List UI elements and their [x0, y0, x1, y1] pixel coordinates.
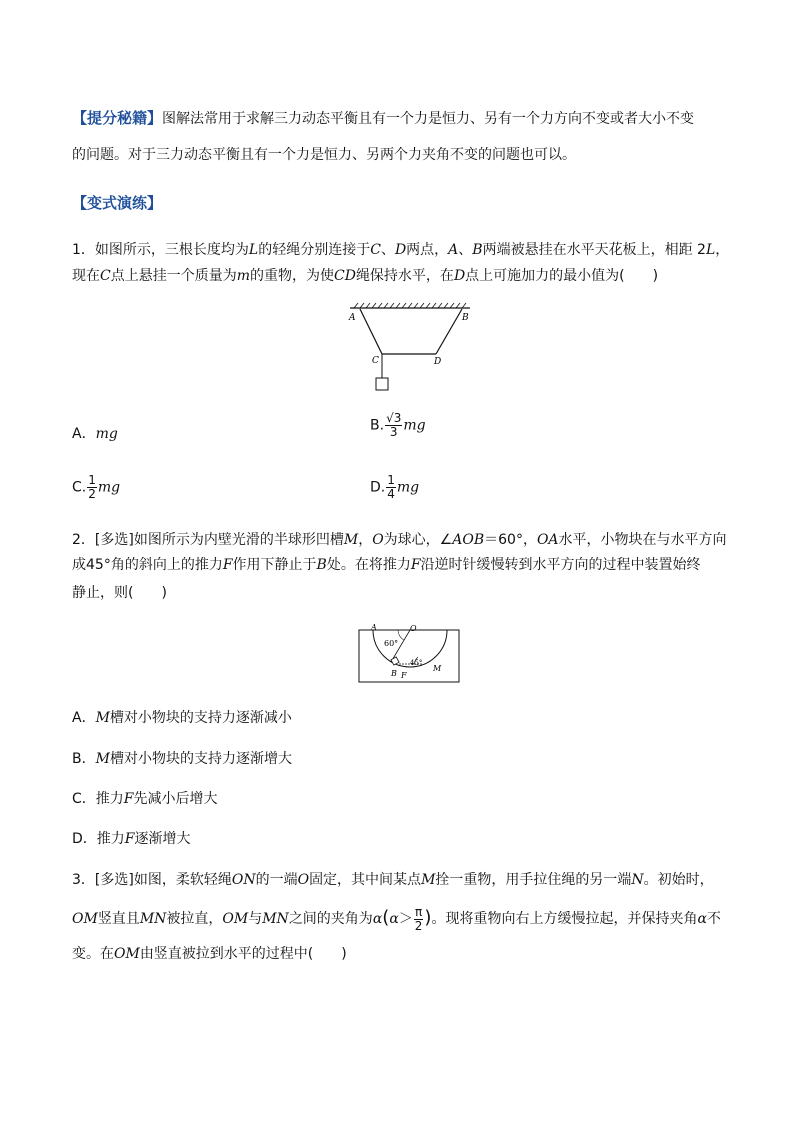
label-45: 45°: [410, 659, 423, 667]
option-expr: mg: [95, 426, 118, 442]
q1-var: D: [453, 268, 466, 284]
option-label: C.: [72, 479, 87, 496]
fraction-denominator: 3: [389, 425, 398, 439]
q3-text: 固定，其中间某点: [309, 872, 422, 888]
fraction-numerator: π: [414, 904, 423, 919]
ceiling-hatching: [354, 303, 466, 308]
label-b: B: [391, 669, 397, 678]
q3-text: 竖直且: [97, 911, 140, 927]
q1-var: B: [472, 242, 483, 258]
q2-text: ＝60°，: [484, 532, 537, 548]
label-b: B: [462, 313, 469, 323]
fraction: [414, 906, 424, 933]
q1-line-1: [72, 240, 729, 260]
q1-var: L: [248, 242, 259, 258]
q3-var: α: [389, 911, 399, 927]
option-expr: mg: [97, 479, 121, 496]
q1-var: CD: [334, 268, 356, 284]
q2-text: 水平，小物块在与水平方向: [558, 532, 727, 548]
rope-db: [436, 309, 462, 354]
q1-text: 、: [380, 242, 395, 258]
q3-var: ON: [231, 872, 256, 888]
q2-var: M: [343, 532, 359, 548]
q2-line-1: [72, 530, 727, 550]
q3-text: 的一端: [255, 872, 298, 888]
weight-block: [376, 378, 388, 390]
q3-text: ): [424, 907, 432, 928]
q1-text: 的重物，为使: [250, 268, 334, 284]
q3-text: 与: [248, 911, 263, 927]
q3-text: 由竖直被拉到水平的过程中( ): [139, 946, 347, 962]
q1-option-c[interactable]: [72, 474, 120, 501]
q3-line-2: [72, 903, 721, 934]
q1-text: 点上悬挂一个质量为: [110, 268, 237, 284]
q1-figure: [340, 302, 480, 394]
option-text: 逐渐增大: [134, 831, 191, 847]
q3-text: 不: [706, 911, 721, 927]
tip-heading: 【提分秘籍】: [72, 109, 163, 127]
option-label: B.: [370, 417, 385, 434]
q3-var: OM: [72, 911, 98, 927]
option-var: F: [123, 791, 134, 807]
fraction-numerator: 1: [88, 473, 96, 487]
q3-var: MN: [139, 911, 167, 927]
q1-option-b[interactable]: [370, 412, 426, 439]
q3-var: OM: [114, 946, 140, 962]
fraction-numerator: 1: [387, 473, 395, 487]
q2-var: O: [372, 532, 384, 548]
q1-text: 绳保持水平，在: [355, 268, 454, 284]
label-d: D: [434, 357, 442, 367]
fraction-denominator: 2: [88, 487, 96, 501]
tip-text-1: 图解法常用于求解三力动态平衡且有一个力是恒力、另有一个力方向不变或者大小不变: [162, 111, 695, 127]
option-label: B．: [72, 751, 96, 767]
label-a: A: [349, 313, 356, 323]
label-o: O: [410, 624, 417, 633]
option-text: 先减小后增大: [133, 791, 218, 807]
q1-text: 两点，: [406, 242, 449, 258]
option-expr: mg: [403, 417, 426, 434]
q1-option-d[interactable]: [370, 474, 419, 501]
q1-line-2: [72, 266, 658, 286]
q1-text: 点上可施加力的最小值为( ): [465, 268, 659, 284]
q2-figure: [358, 624, 462, 686]
tip-line-2: [72, 145, 576, 165]
q3-text: 之间的夹角为: [288, 911, 373, 927]
fraction-numerator: √3: [386, 411, 402, 425]
q2-line-3: [72, 583, 167, 603]
q2-text: 处。在将推力: [326, 557, 411, 573]
q3-text: ＞: [398, 911, 413, 927]
q1-var: C: [370, 242, 381, 258]
q2-var: AOB: [452, 532, 485, 548]
fraction: [386, 474, 396, 501]
q1-var: C: [100, 268, 111, 284]
q3-var: OM: [222, 911, 249, 927]
q3-text: (: [382, 907, 390, 928]
fraction-denominator: 4: [387, 487, 395, 501]
option-var: M: [95, 710, 110, 726]
q2-var: F: [222, 557, 233, 573]
q2-option-c[interactable]: [72, 789, 218, 809]
label-f: F: [401, 671, 407, 680]
q2-var: OA: [536, 532, 559, 548]
option-text: 槽对小物块的支持力逐渐增大: [109, 751, 292, 767]
q2-text: 成45°角的斜向上的推力: [72, 557, 223, 573]
q1-text: 现在: [72, 268, 100, 284]
q2-option-b[interactable]: [72, 749, 292, 769]
label-c: C: [372, 356, 379, 366]
q3-text: 拴一重物，用手拉住绳的另一端: [435, 872, 632, 888]
option-label: A．: [72, 426, 96, 442]
q2-text: 沿逆时针缓慢转到水平方向的过程中装置始终: [420, 557, 701, 573]
fraction: [385, 412, 402, 439]
q2-var: B: [316, 557, 327, 573]
q2-text: 作用下静止于: [232, 557, 317, 573]
q3-text: 被拉直，: [166, 911, 223, 927]
q1-text: 、: [458, 242, 473, 258]
q2-var: F: [410, 557, 421, 573]
q2-line-2: [72, 555, 701, 575]
option-text: 槽对小物块的支持力逐渐减小: [109, 710, 292, 726]
q3-var: α: [372, 911, 383, 927]
q3-line-1: [72, 870, 714, 890]
q3-var: M: [421, 872, 436, 888]
q3-text: 变。在: [72, 946, 114, 962]
q1-text: 两端被悬挂在水平天花板上，相距 2: [482, 242, 706, 258]
option-expr: mg: [396, 479, 420, 496]
q3-line-3: [72, 944, 347, 964]
option-label: D.: [370, 479, 386, 496]
fraction-denominator: 2: [414, 918, 423, 933]
q2-text: 2．[多选]如图所示为内壁光滑的半球形凹槽: [72, 532, 344, 548]
q2-option-d[interactable]: [72, 829, 191, 849]
q1-text: 1．如图所示，三根长度均为: [72, 242, 249, 258]
q1-var: m: [236, 268, 250, 284]
q1-var: L: [705, 242, 716, 258]
label-a: A: [371, 624, 377, 632]
rope-ac: [360, 309, 382, 354]
q2-text: ，: [358, 532, 373, 548]
q2-option-a[interactable]: [72, 708, 292, 728]
q3-var: α: [697, 911, 707, 927]
option-label: A．: [72, 710, 96, 726]
practice-heading: 【变式演练】: [72, 194, 163, 212]
q2-text: 为球心，∠: [383, 532, 453, 548]
option-var: F: [124, 831, 135, 847]
fraction: [87, 474, 97, 501]
option-var: M: [95, 751, 110, 767]
practice-heading-row: [72, 193, 162, 214]
label-60: 60°: [384, 639, 399, 648]
option-label: C．推力: [72, 791, 124, 807]
tip-text-2: 的问题。对于三力动态平衡且有一个力是恒力、另两个力夹角不变的问题也可以。: [72, 147, 576, 163]
q3-var: N: [631, 872, 644, 888]
q2-text: 静止，则( ): [72, 585, 167, 601]
q3-var: MN: [262, 911, 289, 927]
q1-var: A: [448, 242, 459, 258]
q1-text: 的轻绳分别连接于: [258, 242, 371, 258]
q3-var: O: [297, 872, 310, 888]
option-label: D．推力: [72, 831, 125, 847]
q1-var: D: [394, 242, 407, 258]
q3-text: 3．[多选]如图，柔软轻绳: [72, 872, 232, 888]
q3-text: 。现将重物向右上方缓慢拉起，并保持夹角: [431, 911, 698, 927]
q1-option-a[interactable]: [72, 424, 118, 444]
q1-text: ，: [715, 242, 730, 258]
q3-text: 。初始时，: [643, 872, 714, 888]
tip-line-1: [72, 108, 694, 129]
label-m: M: [433, 664, 442, 673]
